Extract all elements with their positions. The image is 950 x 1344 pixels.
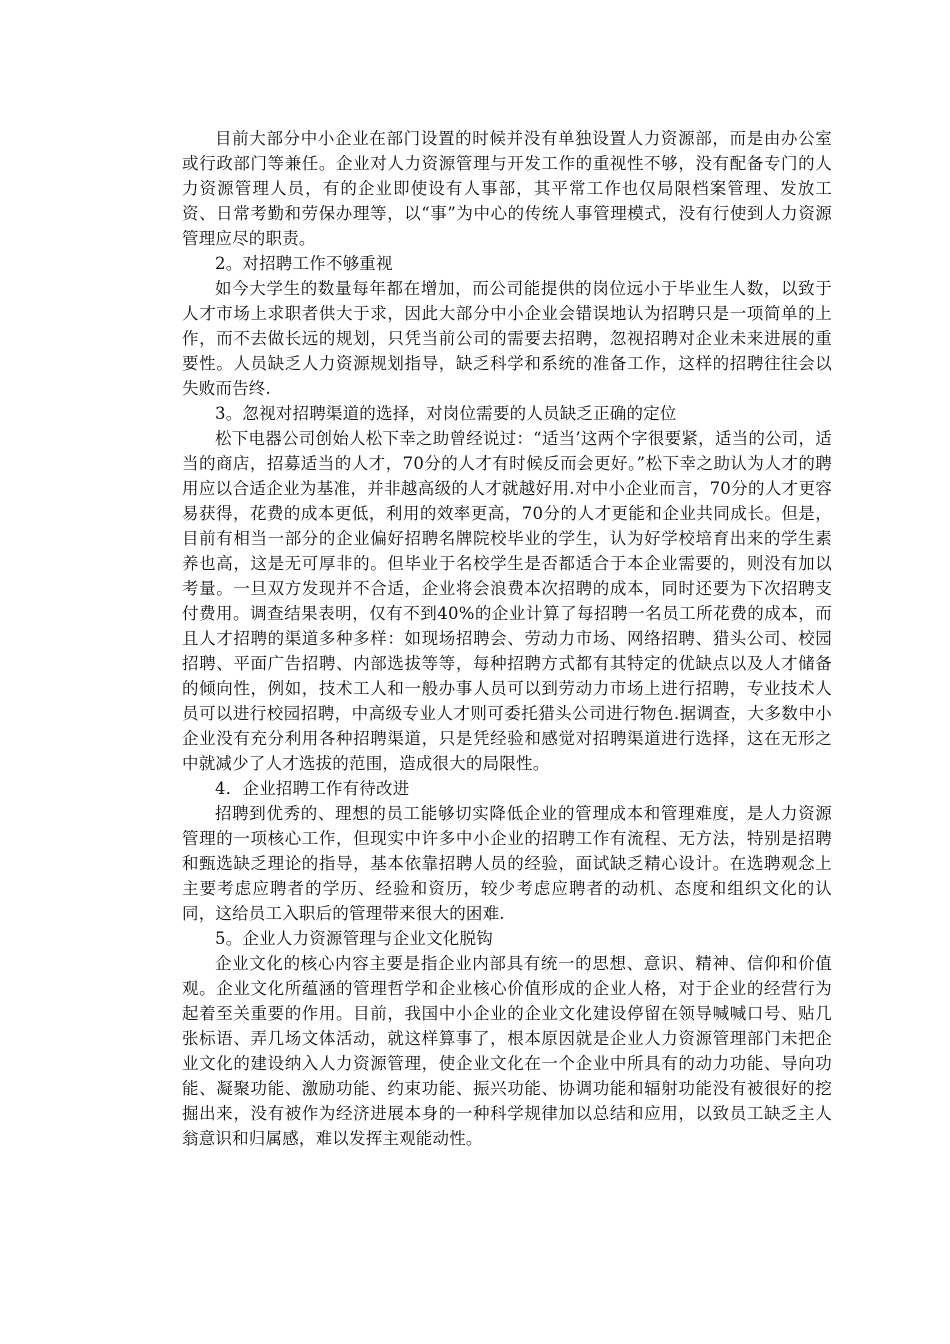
- section-heading: 2。对招聘工作不够重视: [215, 254, 393, 273]
- paragraph: 目前大部分中小企业在部门设置的时候并没有单独设置人力资源部，而是由办公室或行政部门等兼任。企业对人力资源管理与开发工作的重视性不够，没有配备专门的人力资源管理人员，有的企业即使设有人事部，其平常工作也仅局限档案管理、发放工资、日常考勤和劳保办理等，以“事”为中心的传统人事管理模式，没有行使到人力资源管理应尽的职责。: [182, 129, 832, 248]
- paragraph: 招聘到优秀的、理想的员工能够切实降低企业的管理成本和管理难度，是人力资源管理的一项核心工作，但现实中许多中小企业的招聘工作有流程、无方法，特别是招聘和甄选缺乏理论的指导，基本依靠招聘人员的经验，面试缺乏精心设计。在选聘观念上主要考虑应聘者的学历、经验和资历，较少考虑应聘者的动机、态度和组织文化的认同，这给员工入职后的管理带来很大的困难.: [182, 804, 832, 923]
- section-heading: 3。忽视对招聘渠道的选择，对岗位需要的人员缺乏正确的定位: [215, 404, 677, 423]
- paragraph: 企业文化的核心内容主要是指企业内部具有统一的思想、意识、精神、信仰和价值观。企业文化所蕴涵的管理哲学和企业核心价值形成的企业人格，对于企业的经营行为起着至关重要的作用。目前，我国中小企业的企业文化建设停留在领导喊喊口号、贴几张标语、弄几场文体活动，就这样算事了，根本原因就是企业人力资源管理部门未把企业文化的建设纳入人力资源管理，使企业文化在一个企业中所具有的动力功能、导向功能、凝聚功能、激励功能、约束功能、振兴功能、协调功能和辐射功能没有被很好的挖掘出来，没有被作为经济进展本身的一种科学规律加以总结和应用，以致员工缺乏主人翁意识和归属感，难以发挥主观能动性。: [182, 954, 832, 1148]
- paragraph: 松下电器公司创始人松下幸之助曾经说过：“适当’这两个字很要紧，适当的公司，适当的商店，招募适当的人才，70分的人才有时候反而会更好。”松下幸之助认为人才的聘用应以合适企业为基准，并非越高级的人才就越好用.对中小企业而言，70分的人才更容易获得，花费的成本更低，利用的效率更高，70分的人才更能和企业共同成长。但是，目前有相当一部分的企业偏好招聘名牌院校毕业的学生，认为好学校培育出来的学生素养也高，这是无可厚非的。但毕业于名校学生是否都适合于本企业需要的，则没有加以考量。一旦双方发现并不合适，企业将会浪费本次招聘的成本，同时还要为下次招聘支付费用。调查结果表明，仅有不到40%的企业计算了每招聘一名员工所花费的成本，而且人才招聘的渠道多种多样：如现场招聘会、劳动力市场、网络招聘、猎头公司、校园招聘、平面广告招聘、内部选拔等等，每种招聘方式都有其特定的优缺点以及人才储备的倾向性，例如，技术工人和一般办事人员可以到劳动力市场上进行招聘，专业技术人员可以进行校园招聘，中高级专业人才则可委托猎头公司进行物色.据调查，大多数中小企业没有充分利用各种招聘渠道，只是凭经验和感觉对招聘渠道进行选择，这在无形之中就减少了人才选拔的范围，造成很大的局限性。: [182, 429, 832, 773]
- paragraph: 如今大学生的数量每年都在增加，而公司能提供的岗位远小于毕业生人数，以致于人才市场上求职者供大于求，因此大部分中小企业会错误地认为招聘只是一项简单的上作，而不去做长远的规划，只凭当前公司的需要去招聘，忽视招聘对企业未来进展的重要性。人员缺乏人力资源规划指导，缺乏科学和系统的准备工作，这样的招聘往往会以失败而告终.: [182, 279, 832, 398]
- document-page: [182, 126, 832, 1151]
- section-heading: 5。企业人力资源管理与企业文化脱钩: [215, 929, 493, 948]
- section-heading: 4．企业招聘工作有待改进: [215, 779, 410, 798]
